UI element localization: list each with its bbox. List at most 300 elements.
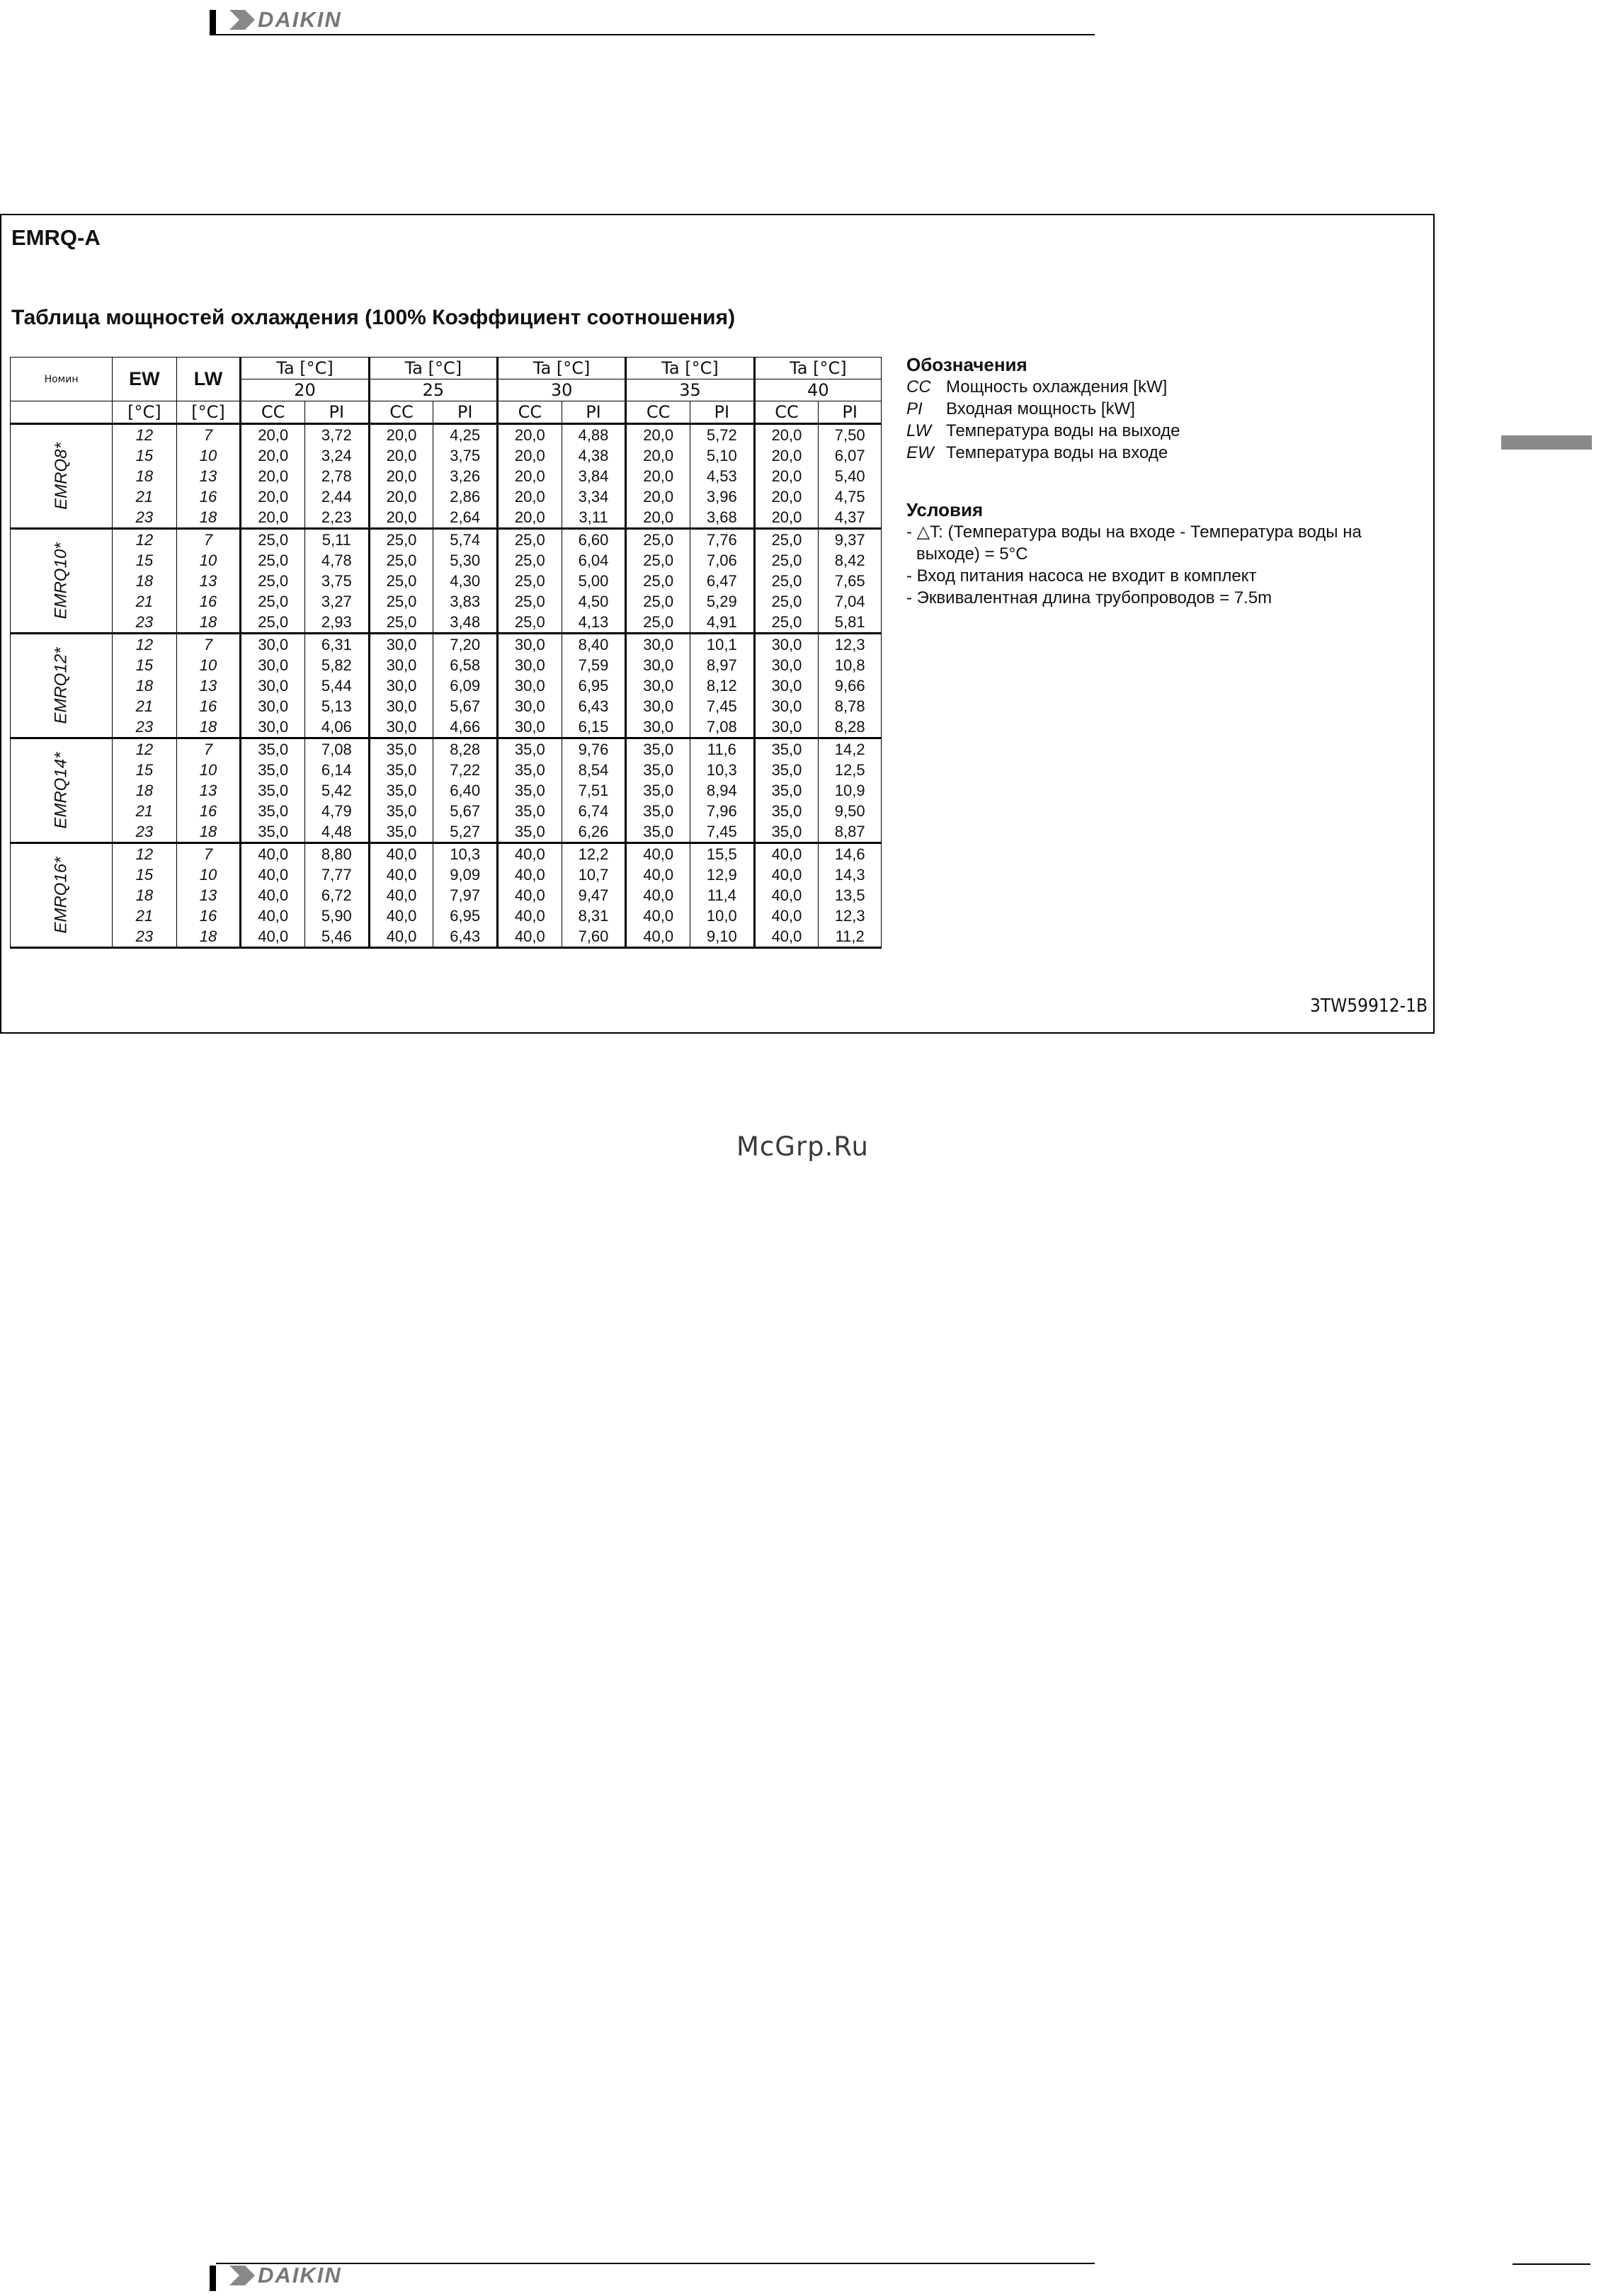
cc-cell: 35,0 bbox=[498, 821, 562, 843]
cc-cell: 25,0 bbox=[626, 591, 690, 612]
cc-cell: 35,0 bbox=[754, 821, 819, 843]
cc-cell: 35,0 bbox=[498, 780, 562, 801]
cc-cell: 40,0 bbox=[369, 843, 433, 865]
cc-cell: 40,0 bbox=[498, 864, 562, 885]
pi-cell: 8,80 bbox=[305, 843, 370, 865]
daikin-logo-icon bbox=[229, 10, 255, 30]
pi-cell: 2,93 bbox=[305, 612, 370, 634]
pi-cell: 14,2 bbox=[819, 738, 882, 760]
cc-cell: 35,0 bbox=[241, 738, 305, 760]
lw-cell: 7 bbox=[176, 529, 241, 551]
pi-cell: 10,3 bbox=[433, 843, 498, 865]
cc-cell: 20,0 bbox=[369, 466, 433, 486]
cc-cell: 30,0 bbox=[369, 634, 433, 656]
model-name: EMRQ12* bbox=[52, 647, 72, 724]
lw-cell: 18 bbox=[176, 612, 241, 634]
cc-cell: 20,0 bbox=[498, 466, 562, 486]
lw-cell: 16 bbox=[176, 801, 241, 821]
pi-cell: 3,34 bbox=[562, 486, 626, 507]
cc-cell: 35,0 bbox=[369, 760, 433, 780]
ew-cell: 23 bbox=[113, 507, 177, 529]
pi-cell: 4,48 bbox=[305, 821, 370, 843]
pi-header: PI bbox=[690, 401, 754, 424]
footer-rule bbox=[216, 2263, 1095, 2264]
cc-cell: 25,0 bbox=[754, 612, 819, 634]
ew-cell: 23 bbox=[113, 716, 177, 738]
cc-cell: 35,0 bbox=[498, 760, 562, 780]
cc-cell: 35,0 bbox=[626, 780, 690, 801]
cc-cell: 30,0 bbox=[626, 655, 690, 675]
table-row bbox=[11, 612, 882, 634]
lw-cell: 7 bbox=[176, 843, 241, 865]
ew-cell: 15 bbox=[113, 550, 177, 571]
pi-cell: 4,50 bbox=[562, 591, 626, 612]
model-series-title: EMRQ-A bbox=[11, 225, 101, 250]
pi-cell: 4,25 bbox=[433, 424, 498, 446]
pi-cell: 7,45 bbox=[690, 696, 754, 716]
ew-cell: 21 bbox=[113, 591, 177, 612]
cc-cell: 25,0 bbox=[626, 571, 690, 591]
pi-cell: 6,43 bbox=[433, 926, 498, 948]
legend-title: Обозначения bbox=[906, 354, 1027, 375]
condition-line: - Эквивалентная длина трубопроводов = 7.5m bbox=[906, 588, 1272, 607]
cc-cell: 25,0 bbox=[241, 550, 305, 571]
lw-cell: 16 bbox=[176, 486, 241, 507]
cc-cell: 25,0 bbox=[498, 591, 562, 612]
pi-cell: 7,76 bbox=[690, 529, 754, 551]
pi-cell: 9,09 bbox=[433, 864, 498, 885]
cc-cell: 30,0 bbox=[626, 716, 690, 738]
pi-cell: 8,97 bbox=[690, 655, 754, 675]
pi-cell: 2,44 bbox=[305, 486, 370, 507]
cc-cell: 30,0 bbox=[626, 634, 690, 656]
pi-cell: 2,64 bbox=[433, 507, 498, 529]
pi-cell: 6,15 bbox=[562, 716, 626, 738]
cc-header: CC bbox=[498, 401, 562, 424]
cc-cell: 25,0 bbox=[626, 612, 690, 634]
cc-cell: 20,0 bbox=[498, 507, 562, 529]
ta-header: Ta [°C] bbox=[754, 358, 881, 379]
ew-cell: 15 bbox=[113, 760, 177, 780]
cc-cell: 20,0 bbox=[754, 507, 819, 529]
cc-cell: 30,0 bbox=[498, 675, 562, 696]
pi-cell: 6,60 bbox=[562, 529, 626, 551]
cc-cell: 25,0 bbox=[369, 550, 433, 571]
page-edge-tab bbox=[1501, 435, 1592, 450]
ew-unit: [°C] bbox=[113, 401, 177, 424]
cc-cell: 25,0 bbox=[241, 591, 305, 612]
brand-name: DAIKIN bbox=[258, 2263, 342, 2288]
ew-cell: 15 bbox=[113, 655, 177, 675]
pi-cell: 4,78 bbox=[305, 550, 370, 571]
condition-line: - Вход питания насоса не входит в комплект bbox=[906, 566, 1257, 586]
pi-cell: 5,00 bbox=[562, 571, 626, 591]
pi-cell: 3,11 bbox=[562, 507, 626, 529]
pi-cell: 13,5 bbox=[819, 885, 882, 906]
pi-cell: 6,43 bbox=[562, 696, 626, 716]
ew-cell: 21 bbox=[113, 906, 177, 926]
ta-value-25: 25 bbox=[369, 379, 497, 401]
pi-cell: 7,50 bbox=[819, 424, 882, 446]
cc-cell: 25,0 bbox=[241, 529, 305, 551]
watermark: McGrp.Ru bbox=[736, 1131, 869, 1162]
pi-header: PI bbox=[562, 401, 626, 424]
cc-cell: 20,0 bbox=[241, 507, 305, 529]
pi-cell: 8,54 bbox=[562, 760, 626, 780]
cc-cell: 30,0 bbox=[241, 675, 305, 696]
cc-cell: 25,0 bbox=[369, 612, 433, 634]
cc-cell: 40,0 bbox=[754, 906, 819, 926]
lw-cell: 18 bbox=[176, 507, 241, 529]
table-row bbox=[11, 486, 882, 507]
model-name: EMRQ10* bbox=[52, 542, 72, 619]
cc-cell: 20,0 bbox=[369, 445, 433, 466]
cc-cell: 30,0 bbox=[498, 634, 562, 656]
cc-cell: 30,0 bbox=[369, 696, 433, 716]
pi-cell: 9,66 bbox=[819, 675, 882, 696]
pi-cell: 11,6 bbox=[690, 738, 754, 760]
cc-cell: 35,0 bbox=[241, 760, 305, 780]
cc-cell: 30,0 bbox=[754, 696, 819, 716]
pi-header: PI bbox=[305, 401, 370, 424]
cc-cell: 30,0 bbox=[241, 716, 305, 738]
legend-abbr: EW bbox=[906, 443, 934, 462]
ta-header: Ta [°C] bbox=[498, 358, 626, 379]
ta-header: Ta [°C] bbox=[626, 358, 754, 379]
pi-cell: 6,58 bbox=[433, 655, 498, 675]
conditions-section bbox=[906, 499, 1430, 609]
cc-cell: 25,0 bbox=[369, 529, 433, 551]
table-row bbox=[11, 424, 882, 446]
cc-cell: 25,0 bbox=[498, 571, 562, 591]
pi-cell: 5,29 bbox=[690, 591, 754, 612]
pi-cell: 3,68 bbox=[690, 507, 754, 529]
lw-cell: 10 bbox=[176, 550, 241, 571]
lw-cell: 13 bbox=[176, 466, 241, 486]
cc-cell: 20,0 bbox=[626, 507, 690, 529]
pi-cell: 2,23 bbox=[305, 507, 370, 529]
cc-cell: 40,0 bbox=[369, 906, 433, 926]
pi-cell: 6,14 bbox=[305, 760, 370, 780]
pi-cell: 5,46 bbox=[305, 926, 370, 948]
lw-cell: 18 bbox=[176, 821, 241, 843]
cc-cell: 20,0 bbox=[498, 445, 562, 466]
ew-cell: 21 bbox=[113, 696, 177, 716]
table-row bbox=[11, 801, 882, 821]
cc-cell: 20,0 bbox=[626, 486, 690, 507]
cc-header: CC bbox=[369, 401, 433, 424]
cc-cell: 35,0 bbox=[241, 821, 305, 843]
cc-cell: 30,0 bbox=[369, 716, 433, 738]
model-name-cell bbox=[11, 738, 113, 843]
cc-cell: 40,0 bbox=[626, 885, 690, 906]
lw-cell: 10 bbox=[176, 445, 241, 466]
legend-abbr: LW bbox=[906, 421, 932, 440]
pi-cell: 14,3 bbox=[819, 864, 882, 885]
table-row bbox=[11, 675, 882, 696]
cc-header: CC bbox=[754, 401, 819, 424]
pi-cell: 5,44 bbox=[305, 675, 370, 696]
pi-cell: 7,20 bbox=[433, 634, 498, 656]
table-row bbox=[11, 634, 882, 656]
pi-cell: 8,87 bbox=[819, 821, 882, 843]
cc-cell: 40,0 bbox=[498, 843, 562, 865]
ew-cell: 23 bbox=[113, 926, 177, 948]
pi-cell: 10,1 bbox=[690, 634, 754, 656]
pi-cell: 8,94 bbox=[690, 780, 754, 801]
ew-cell: 18 bbox=[113, 571, 177, 591]
pi-cell: 4,13 bbox=[562, 612, 626, 634]
table-row bbox=[11, 571, 882, 591]
table-row bbox=[11, 466, 882, 486]
pi-cell: 6,40 bbox=[433, 780, 498, 801]
legend-item bbox=[906, 442, 1430, 464]
cc-cell: 40,0 bbox=[498, 885, 562, 906]
legend-abbr: CC bbox=[906, 377, 931, 396]
pi-cell: 8,12 bbox=[690, 675, 754, 696]
daikin-logo-icon bbox=[229, 2266, 255, 2285]
cc-cell: 40,0 bbox=[498, 926, 562, 948]
pi-cell: 4,38 bbox=[562, 445, 626, 466]
cc-cell: 35,0 bbox=[369, 801, 433, 821]
cc-cell: 40,0 bbox=[754, 843, 819, 865]
pi-cell: 10,8 bbox=[819, 655, 882, 675]
lw-cell: 18 bbox=[176, 716, 241, 738]
cooling-capacity-table bbox=[10, 357, 882, 949]
pi-cell: 7,51 bbox=[562, 780, 626, 801]
cc-cell: 25,0 bbox=[754, 591, 819, 612]
cc-cell: 20,0 bbox=[626, 466, 690, 486]
model-name: EMRQ14* bbox=[52, 752, 72, 829]
cc-cell: 35,0 bbox=[241, 801, 305, 821]
cc-cell: 35,0 bbox=[626, 821, 690, 843]
cc-cell: 20,0 bbox=[754, 466, 819, 486]
lw-cell: 13 bbox=[176, 780, 241, 801]
cc-cell: 30,0 bbox=[498, 716, 562, 738]
cc-cell: 35,0 bbox=[626, 760, 690, 780]
cc-cell: 20,0 bbox=[626, 445, 690, 466]
table-row bbox=[11, 760, 882, 780]
ew-cell: 23 bbox=[113, 612, 177, 634]
pi-cell: 12,3 bbox=[819, 906, 882, 926]
cc-cell: 35,0 bbox=[369, 738, 433, 760]
lw-cell: 7 bbox=[176, 738, 241, 760]
pi-cell: 2,86 bbox=[433, 486, 498, 507]
lw-cell: 7 bbox=[176, 424, 241, 446]
cc-cell: 40,0 bbox=[241, 906, 305, 926]
pi-cell: 7,08 bbox=[305, 738, 370, 760]
pi-cell: 8,28 bbox=[819, 716, 882, 738]
cc-cell: 35,0 bbox=[241, 780, 305, 801]
cc-cell: 40,0 bbox=[369, 926, 433, 948]
pi-cell: 12,2 bbox=[562, 843, 626, 865]
legend-text: Входная мощность [kW] bbox=[946, 399, 1135, 418]
ew-cell: 21 bbox=[113, 486, 177, 507]
pi-cell: 4,88 bbox=[562, 424, 626, 446]
cc-cell: 25,0 bbox=[241, 571, 305, 591]
table-title: Таблица мощностей охлаждения (100% Коэффициент соотношения) bbox=[11, 306, 736, 329]
pi-cell: 5,42 bbox=[305, 780, 370, 801]
cc-cell: 20,0 bbox=[369, 507, 433, 529]
pi-cell: 3,96 bbox=[690, 486, 754, 507]
cc-cell: 30,0 bbox=[754, 655, 819, 675]
ta-value-35: 35 bbox=[626, 379, 754, 401]
pi-cell: 2,78 bbox=[305, 466, 370, 486]
pi-cell: 4,79 bbox=[305, 801, 370, 821]
table-row bbox=[11, 696, 882, 716]
ew-cell: 12 bbox=[113, 529, 177, 551]
cc-header: CC bbox=[626, 401, 690, 424]
pi-cell: 3,83 bbox=[433, 591, 498, 612]
capacity-table-panel bbox=[0, 214, 1435, 1034]
brand-name: DAIKIN bbox=[258, 7, 342, 32]
pi-cell: 6,31 bbox=[305, 634, 370, 656]
cc-cell: 30,0 bbox=[369, 655, 433, 675]
pi-cell: 7,77 bbox=[305, 864, 370, 885]
cc-cell: 40,0 bbox=[754, 864, 819, 885]
cc-cell: 30,0 bbox=[754, 634, 819, 656]
footer-logo-bar bbox=[210, 2263, 1095, 2291]
pi-cell: 9,10 bbox=[690, 926, 754, 948]
cc-cell: 30,0 bbox=[241, 634, 305, 656]
ta-header: Ta [°C] bbox=[241, 358, 369, 379]
pi-cell: 6,47 bbox=[690, 571, 754, 591]
pi-cell: 5,74 bbox=[433, 529, 498, 551]
cc-cell: 30,0 bbox=[754, 675, 819, 696]
cc-cell: 40,0 bbox=[369, 885, 433, 906]
pi-cell: 5,30 bbox=[433, 550, 498, 571]
cc-cell: 25,0 bbox=[626, 529, 690, 551]
ew-cell: 18 bbox=[113, 675, 177, 696]
pi-cell: 4,53 bbox=[690, 466, 754, 486]
pi-cell: 4,75 bbox=[819, 486, 882, 507]
ew-cell: 21 bbox=[113, 801, 177, 821]
table-row bbox=[11, 885, 882, 906]
pi-cell: 12,5 bbox=[819, 760, 882, 780]
cc-cell: 20,0 bbox=[369, 486, 433, 507]
pi-cell: 5,67 bbox=[433, 696, 498, 716]
cc-cell: 35,0 bbox=[754, 760, 819, 780]
pi-cell: 7,96 bbox=[690, 801, 754, 821]
lw-cell: 10 bbox=[176, 655, 241, 675]
pi-cell: 11,2 bbox=[819, 926, 882, 948]
pi-cell: 5,11 bbox=[305, 529, 370, 551]
cc-cell: 40,0 bbox=[369, 864, 433, 885]
document-code: 3TW59912-1B bbox=[1309, 995, 1428, 1017]
ew-cell: 12 bbox=[113, 634, 177, 656]
legend-text: Температура воды на входе bbox=[946, 443, 1168, 462]
header-logo-bar bbox=[210, 7, 1095, 35]
lw-cell: 16 bbox=[176, 906, 241, 926]
cc-cell: 30,0 bbox=[498, 696, 562, 716]
table-row bbox=[11, 445, 882, 466]
cc-cell: 20,0 bbox=[498, 486, 562, 507]
legend-abbr: PI bbox=[906, 399, 923, 418]
cc-cell: 20,0 bbox=[241, 445, 305, 466]
pi-cell: 5,40 bbox=[819, 466, 882, 486]
cc-cell: 30,0 bbox=[369, 675, 433, 696]
cc-cell: 20,0 bbox=[498, 424, 562, 446]
condition-line: выходе) = 5°C bbox=[916, 544, 1028, 564]
pi-cell: 6,26 bbox=[562, 821, 626, 843]
cc-cell: 35,0 bbox=[626, 801, 690, 821]
pi-cell: 8,78 bbox=[819, 696, 882, 716]
ta-header: Ta [°C] bbox=[369, 358, 497, 379]
lw-cell: 13 bbox=[176, 885, 241, 906]
cc-cell: 35,0 bbox=[626, 738, 690, 760]
cc-cell: 30,0 bbox=[498, 655, 562, 675]
conditions-title: Условия bbox=[906, 499, 984, 520]
model-name: EMRQ8* bbox=[52, 442, 72, 510]
cc-cell: 30,0 bbox=[754, 716, 819, 738]
pi-cell: 8,40 bbox=[562, 634, 626, 656]
lw-cell: 13 bbox=[176, 571, 241, 591]
lw-cell: 16 bbox=[176, 591, 241, 612]
model-name-cell bbox=[11, 843, 113, 948]
pi-cell: 7,22 bbox=[433, 760, 498, 780]
cc-cell: 40,0 bbox=[626, 906, 690, 926]
pi-cell: 7,97 bbox=[433, 885, 498, 906]
cc-cell: 20,0 bbox=[754, 424, 819, 446]
cc-cell: 40,0 bbox=[498, 906, 562, 926]
nominal-header: Номин bbox=[11, 358, 113, 401]
cc-cell: 30,0 bbox=[241, 696, 305, 716]
pi-cell: 5,82 bbox=[305, 655, 370, 675]
pi-cell: 3,27 bbox=[305, 591, 370, 612]
pi-cell: 7,59 bbox=[562, 655, 626, 675]
legend-panel bbox=[906, 354, 1430, 609]
pi-cell: 6,72 bbox=[305, 885, 370, 906]
pi-cell: 10,7 bbox=[562, 864, 626, 885]
ew-cell: 12 bbox=[113, 738, 177, 760]
model-name-cell bbox=[11, 424, 113, 529]
lw-unit: [°C] bbox=[176, 401, 241, 424]
ew-cell: 15 bbox=[113, 445, 177, 466]
cc-cell: 20,0 bbox=[754, 486, 819, 507]
cc-cell: 25,0 bbox=[498, 529, 562, 551]
ew-cell: 12 bbox=[113, 843, 177, 865]
cc-cell: 20,0 bbox=[241, 486, 305, 507]
cc-cell: 20,0 bbox=[626, 424, 690, 446]
ta-value-30: 30 bbox=[498, 379, 626, 401]
header-rule bbox=[216, 34, 1095, 35]
table-row bbox=[11, 738, 882, 760]
pi-cell: 5,72 bbox=[690, 424, 754, 446]
model-name-cell bbox=[11, 634, 113, 738]
table-row bbox=[11, 906, 882, 926]
cc-cell: 35,0 bbox=[369, 821, 433, 843]
cc-header: CC bbox=[241, 401, 305, 424]
table-row bbox=[11, 529, 882, 551]
pi-cell: 12,9 bbox=[690, 864, 754, 885]
cc-cell: 40,0 bbox=[626, 864, 690, 885]
pi-cell: 4,30 bbox=[433, 571, 498, 591]
cc-cell: 30,0 bbox=[626, 675, 690, 696]
ew-cell: 12 bbox=[113, 424, 177, 446]
cc-cell: 40,0 bbox=[626, 843, 690, 865]
cc-cell: 25,0 bbox=[498, 550, 562, 571]
pi-cell: 4,66 bbox=[433, 716, 498, 738]
ta-value-40: 40 bbox=[754, 379, 881, 401]
ta-value-20: 20 bbox=[241, 379, 369, 401]
cc-cell: 40,0 bbox=[754, 926, 819, 948]
lw-header: LW bbox=[176, 358, 241, 401]
pi-cell: 7,08 bbox=[690, 716, 754, 738]
cc-cell: 25,0 bbox=[241, 612, 305, 634]
legend-item bbox=[906, 398, 1430, 420]
ew-cell: 23 bbox=[113, 821, 177, 843]
cc-cell: 35,0 bbox=[754, 780, 819, 801]
